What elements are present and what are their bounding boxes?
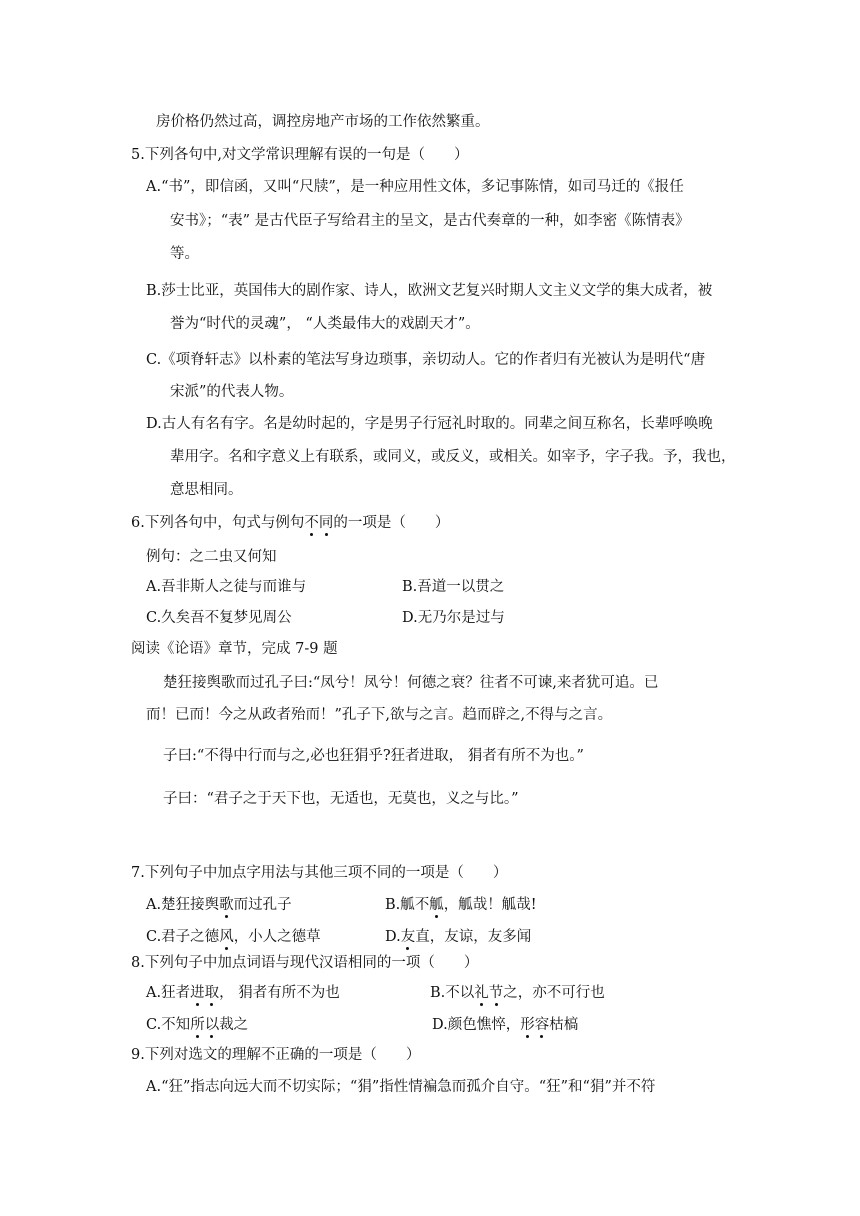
- text-run: C.君子之德: [146, 929, 220, 945]
- option-8b: [430, 983, 605, 1003]
- dotted-char: 同: [318, 515, 334, 531]
- option-6b: B.吾道一以贯之: [402, 579, 505, 595]
- dotted-char: 取: [204, 985, 220, 1001]
- question-6: [131, 513, 449, 533]
- option-5d-cont: 意思相同。: [170, 482, 243, 498]
- dotted-char: 以: [204, 1017, 220, 1033]
- text-run: C.不知: [146, 1017, 191, 1033]
- text-run: ， 狷者有所不为也: [219, 985, 340, 1001]
- option-5c-cont: 宋派”的代表人物。: [170, 384, 294, 400]
- text-run: ，小人之德草: [233, 929, 321, 945]
- passage-paragraph-cont: 而！已而！今之从政者殆而！”孔子下,欲与之言。趋而辟之,不得与之言。: [146, 707, 613, 723]
- dotted-char: 不: [304, 515, 319, 531]
- text-run: 而过孔子: [233, 897, 292, 913]
- text-run: D.: [385, 929, 401, 945]
- option-5c: C.《项脊轩志》以朴素的笔法写身边琐事，亲切动人。它的作者归有光被认为是明代“唐: [146, 352, 706, 368]
- question-8: 8.下列句子中加点词语与现代汉语相同的一项（ ）: [131, 955, 479, 971]
- dotted-char: 风: [219, 929, 234, 945]
- question-5: 5.下列各句中,对文学常识理解有误的一句是（ ）: [131, 147, 469, 163]
- text-run: ，觚哉！觚哉!: [443, 897, 537, 913]
- passage-paragraph: 楚狂接舆歌而过孔子曰:“凤兮！凤兮！何德之衰？往者不可谏,来者犹可追。已: [163, 675, 659, 691]
- option-5b-cont: 誉为“时代的灵魂”， “人类最伟大的戏剧天才”。: [170, 316, 480, 332]
- dotted-char: 所: [190, 1017, 205, 1033]
- option-6d: D.无乃尔是过与: [402, 610, 505, 626]
- question-9: 9.下列对选文的理解不正确的一项是（ ）: [131, 1047, 421, 1063]
- text-line: 房价格仍然过高，调控房地产市场的工作依然繁重。: [156, 114, 490, 130]
- option-5b: B.莎士比亚，英国伟大的剧作家、诗人，欧洲文艺复兴时期人文主义文学的集大成者，被: [146, 283, 713, 299]
- passage-paragraph: 子曰:“不得中行而与之,必也狂狷乎?狂者进取， 狷者有所不为也。”: [163, 748, 584, 764]
- dotted-char: 节: [488, 985, 504, 1001]
- dotted-char: 容: [534, 1017, 550, 1033]
- option-5a: A.“书”，即信函，又叫“尺牍”，是一种应用性文体，多记事陈情，如司马迁的《报任: [146, 179, 684, 195]
- text-run: 6.下列各句中，句式与例句: [131, 515, 305, 531]
- option-7d: [385, 927, 531, 947]
- option-7b: [385, 895, 537, 915]
- text-run: A.狂者: [146, 985, 191, 1001]
- option-5a-cont: 等。: [170, 246, 199, 262]
- option-8a: [146, 983, 340, 1003]
- option-8d: [432, 1015, 578, 1035]
- dotted-char: 形: [520, 1017, 535, 1033]
- text-run: 之，亦不可行也: [503, 985, 605, 1001]
- option-9a: A.“狂”指志向远大而不切实际；“狷”指性情褊急而孤介自守。“狂”和“狷”并不符: [146, 1079, 656, 1095]
- text-run: A.楚狂接舆: [146, 897, 220, 913]
- dotted-char: 礼: [474, 985, 489, 1001]
- example-sentence: 例句：之二虫又何知: [146, 549, 277, 565]
- text-run: B.不以: [430, 985, 475, 1001]
- option-6c: C.久矣吾不复梦见周公: [146, 610, 292, 626]
- reading-instruction: 阅读《论语》章节，完成 7-9 题: [131, 641, 338, 657]
- option-5d: D.古人有名有字。名是幼时起的，字是男子行冠礼时取的。同辈之间互称名，长辈呼唤晚: [146, 416, 713, 432]
- question-7: 7.下列句子中加点字用法与其他三项不同的一项是（ ）: [131, 865, 508, 881]
- option-7a: [146, 895, 292, 915]
- text-run: 枯槁: [549, 1017, 579, 1033]
- passage-paragraph: 子曰：“君子之于天下也，无适也，无莫也，义之与比。”: [163, 791, 519, 807]
- dotted-char: 觚: [429, 897, 444, 913]
- text-run: 的一项是（ ）: [333, 515, 450, 531]
- option-6a: A.吾非斯人之徒与而谁与: [146, 579, 307, 595]
- dotted-char: 歌: [219, 897, 234, 913]
- dotted-char: 友: [400, 929, 416, 945]
- text-run: D.颜色憔悴，: [432, 1017, 521, 1033]
- option-5a-cont: 安书》；“表” 是古代臣子写给君主的呈文，是古代奏章的一种，如李密《陈情表》: [170, 213, 690, 229]
- dotted-char: 进: [190, 985, 205, 1001]
- option-8c: [146, 1015, 248, 1035]
- option-5d-cont: 辈用字。名和字意义上有联系，或同义，或反义，或相关。如宰予，字子我。予，我也，: [170, 449, 736, 465]
- text-run: 裁之: [219, 1017, 249, 1033]
- option-7c: [146, 927, 321, 947]
- text-run: 直，友谅，友多闻: [415, 929, 532, 945]
- text-run: B.觚不: [385, 897, 430, 913]
